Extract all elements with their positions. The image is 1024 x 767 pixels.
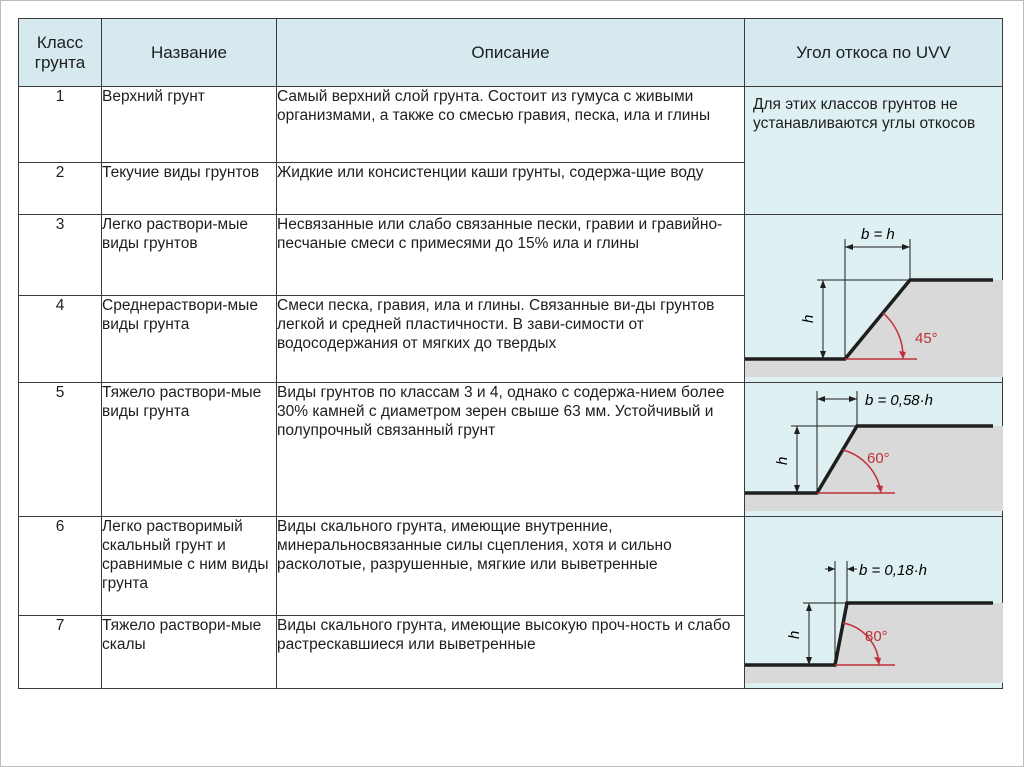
name-cell: Верхний грунт bbox=[102, 87, 277, 163]
angle-label: 60° bbox=[867, 450, 890, 467]
soil-class-table bbox=[18, 18, 1003, 689]
name-cell: Легко растворимый скальный грунт и сравнимые с ним виды грунта bbox=[102, 517, 277, 616]
name-cell: Тяжело раствори-мые виды грунта bbox=[102, 383, 277, 517]
arrow-head bbox=[806, 603, 812, 611]
formula-label: b = 0,18·h bbox=[859, 562, 927, 579]
class-cell: 3 bbox=[19, 215, 102, 296]
class-cell: 4 bbox=[19, 295, 102, 382]
height-label: h bbox=[774, 456, 791, 465]
header-angle: Угол откоса по UVV bbox=[745, 19, 1003, 87]
formula-label: b = h bbox=[861, 226, 895, 243]
name-cell: Среднераствори-мые виды грунта bbox=[102, 295, 277, 382]
slope-diagram-45 bbox=[745, 215, 1003, 377]
slope-diagram-60 bbox=[745, 383, 1003, 511]
table-row bbox=[19, 517, 1003, 616]
header-name: Название bbox=[102, 19, 277, 87]
height-label: h bbox=[786, 630, 803, 639]
angle-label: 45° bbox=[915, 330, 938, 347]
arrow-head bbox=[794, 426, 800, 434]
table-row bbox=[19, 215, 1003, 296]
description-cell: Жидкие или консистенции каши грунты, содержа-щие воду bbox=[277, 163, 745, 215]
ground-fill bbox=[745, 426, 1003, 511]
description-cell: Виды скального грунта, имеющие высокую проч-ность и слабо растрескавшиеся или выветренные bbox=[277, 616, 745, 689]
class-cell: 1 bbox=[19, 87, 102, 163]
angle-label: 80° bbox=[865, 628, 888, 645]
arrow-head bbox=[820, 280, 826, 288]
class-cell: 5 bbox=[19, 383, 102, 517]
class-cell: 2 bbox=[19, 163, 102, 215]
angle-cell-none bbox=[745, 87, 1003, 215]
description-cell: Смеси песка, гравия, ила и глины. Связанные ви-ды грунтов легкой и средней пластичности. В зави-симости от водосодержания от мягких до твердых bbox=[277, 295, 745, 382]
table-row bbox=[19, 383, 1003, 517]
arrow-head bbox=[845, 244, 853, 250]
arrow-head bbox=[849, 396, 857, 402]
class-cell: 6 bbox=[19, 517, 102, 616]
height-label: h bbox=[800, 314, 817, 323]
description-cell: Виды скального грунта, имеющие внутренние, минеральносвязанные силы сцепления, хотя и сильно расколотые, разрушенные, мягкие или выветренные bbox=[277, 517, 745, 616]
angle-note: Для этих классов грунтов не устанавливаются углы откосов bbox=[753, 96, 976, 132]
angle-cell-60 bbox=[745, 383, 1003, 517]
header-class: Класс грунта bbox=[19, 19, 102, 87]
header-description: Описание bbox=[277, 19, 745, 87]
arrow-head bbox=[828, 566, 835, 572]
description-cell: Виды грунтов по классам 3 и 4, однако с содержа-нием более 30% камней с диаметром зерен свыше 63 мм. Устойчивый и полупрочный связанный грунт bbox=[277, 383, 745, 517]
angle-cell-45 bbox=[745, 215, 1003, 383]
arrow-head bbox=[847, 566, 854, 572]
slope-diagram-80 bbox=[745, 517, 1003, 683]
formula-label: b = 0,58·h bbox=[865, 392, 933, 409]
angle-cell-80 bbox=[745, 517, 1003, 689]
ground-fill bbox=[745, 280, 1003, 377]
name-cell: Легко раствори-мые виды грунтов bbox=[102, 215, 277, 296]
description-cell: Несвязанные или слабо связанные пески, гравии и гравийно-песчаные смеси с примесями до 15% ила и глины bbox=[277, 215, 745, 296]
description-cell: Самый верхний слой грунта. Состоит из гумуса с живыми организмами, а также со смесью гравия, песка, ила и глины bbox=[277, 87, 745, 163]
name-cell: Текучие виды грунтов bbox=[102, 163, 277, 215]
header-row bbox=[19, 19, 1003, 87]
name-cell: Тяжело раствори-мые скалы bbox=[102, 616, 277, 689]
class-cell: 7 bbox=[19, 616, 102, 689]
table-row bbox=[19, 87, 1003, 163]
arrow-head bbox=[902, 244, 910, 250]
arrow-head bbox=[817, 396, 825, 402]
